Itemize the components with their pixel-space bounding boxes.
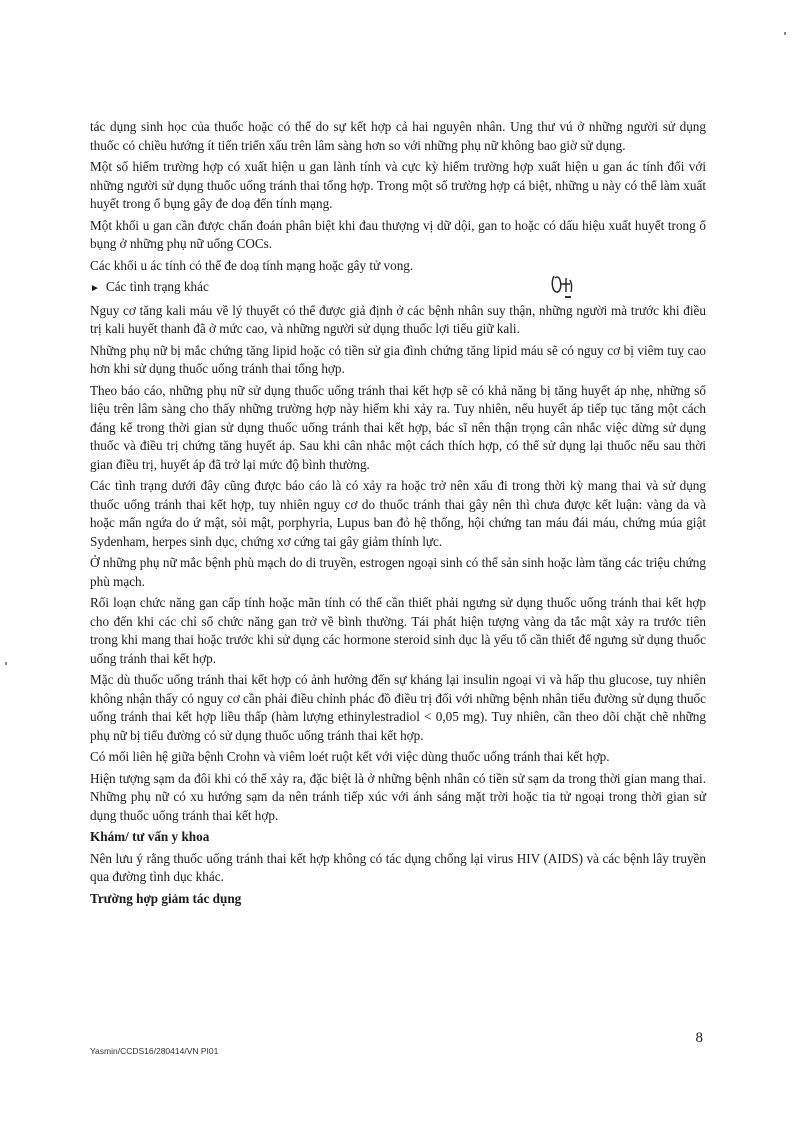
handwritten-initials-mark — [548, 272, 588, 306]
bullet-label: Các tình trạng khác — [105, 279, 209, 294]
paragraph: Hiện tượng sạm da đôi khi có thể xảy ra, đặc biệt là ở những bệnh nhân có tiền sử sạm da trong thời gian mang thai. Những phụ nữ có xu hướng sạm da nên tránh tiếp xúc với ánh sáng mặt trời hoặc tia tử ngoại trong thời gian sử dụng thuốc uống tránh thai kết hợp. — [90, 770, 706, 823]
paragraph: Các khối u ác tính có thể đe doạ tính mạng hoặc gây tử vong. — [90, 257, 414, 273]
scan-speck — [784, 32, 786, 35]
section-heading: Khám/ tư vấn y khoa — [90, 829, 210, 844]
paragraph: Có mối liên hệ giữa bệnh Crohn và viêm loét ruột kết với việc dùng thuốc uống tránh thai kết hợp. — [90, 749, 610, 764]
initials-scribble-icon — [548, 272, 578, 298]
section-heading: Trường hợp giảm tác dụng — [90, 890, 242, 906]
bullet-item — [90, 278, 706, 299]
paragraph: tác dụng sinh học của thuốc hoặc có thể do sự kết hợp cả hai nguyên nhân. Ung thư vú ở những người sử dụng thuốc có chiều hướng ít tiến triển xấu trên lâm sàng hơn so với những phụ nữ không bao giờ sử dụng. — [90, 119, 706, 153]
paragraph: Những phụ nữ bị mắc chứng tăng lipid hoặc có tiền sử gia đình chứng tăng lipid máu sẽ có nguy cơ bị viêm tuỵ cao hơn khi sử dụng thuốc uống tránh thai tổng hợp. — [90, 342, 706, 376]
paragraph: Ở những phụ nữ mắc bệnh phù mạch do di truyền, estrogen ngoại sinh có thể sản sinh hoặc làm tăng các triệu chứng phù mạch. — [90, 555, 706, 589]
page-number: 8 — [695, 1030, 703, 1046]
document-code: Yasmin/CCDS16/280414/VN PI01 — [90, 1046, 219, 1056]
paragraph: Theo báo cáo, những phụ nữ sử dụng thuốc uống tránh thai kết hợp sẽ có khả năng bị tăng huyết áp nhẹ, những số liệu trên lâm sàng cho thấy những trường hợp này hiếm khi xảy ra. Tuy nhiên, nếu huyết áp tiếp tục tăng một cách đáng kể trong thời gian sử dụng thuốc uống tránh thai kết hợp, bác sĩ nên thận trọng cân nhắc việc dừng sử dụng thuốc và điều trị chứng tăng huyết áp. Sau khi cân nhắc một cách thích hợp, có thể sử dụng lại thuốc nếu sau thời gian điều trị, huyết áp đã trở lại mức độ bình thường. — [90, 382, 706, 472]
initials-dash — [565, 296, 571, 298]
triangle-bullet-icon: ► — [90, 283, 100, 294]
paragraph: Nên lưu ý rằng thuốc uống tránh thai kết hợp không có tác dụng chống lại virus HIV (AIDS) và các bệnh lây truyền qua đường tình dục khác. — [90, 850, 706, 884]
paragraph: Rối loạn chức năng gan cấp tính hoặc mãn tính có thể cần thiết phải ngưng sử dụng thuốc uống tránh thai kết hợp cho đến khi các chỉ số chức năng gan trở về bình thường. Tái phát hiện tượng vàng da tắc mật xảy ra trước tiên trong khi mang thai hoặc trước khi sử dụng các hormone steroid sinh dục là yếu tố cần thiết để ngưng sử dụng thuốc uống tránh thai kết hợp. — [90, 595, 706, 666]
scan-speck — [5, 662, 7, 665]
paragraph: Một số hiếm trường hợp có xuất hiện u gan lành tính và cực kỳ hiếm trường hợp xuất hiện u gan ác tính đối với những người sử dụng thuốc uống tránh thai tổng hợp. Trong một số trường hợp cá biệt, những u này có thể làm xuất huyết trong ổ bụng gây đe doạ đến tính mạng. — [90, 159, 706, 211]
document-body — [90, 118, 706, 911]
paragraph: Mặc dù thuốc uống tránh thai kết hợp có ảnh hưởng đến sự kháng lại insulin ngoại vi và hấp thu glucose, tuy nhiên không nhận thấy có nguy cơ cần phải điều chỉnh phác đồ điều trị đối với những bệnh nhân tiểu đường sử dụng thuốc uống tránh thai kết hợp liều thấp (hàm lượng ethinylestradiol < 0,05 mg). Tuy nhiên, cần theo dõi chặt chẽ những phụ nữ bị tiểu đường có sử dụng thuốc uống tránh thai kết hợp. — [90, 672, 706, 743]
paragraph: Nguy cơ tăng kali máu về lý thuyết có thể được giả định ở các bệnh nhân suy thận, những người mà trước khi điều trị kali huyết thanh đã ở mức cao, và những người sử dụng thuốc lợi tiểu giữ kali. — [90, 302, 706, 336]
paragraph: Các tình trạng dưới đây cũng được báo cáo là có xảy ra hoặc trở nên xấu đi trong thời kỳ mang thai và sử dụng thuốc uống tránh thai kết hợp, tuy nhiên nguy cơ do thuốc tránh thai gây nên thì chưa được kết luận: vàng da và hoặc mẩn ngứa do ứ mật, sỏi mật, porphyria, Lupus ban đỏ hệ thống, hội chứng tan máu đái máu, chứng múa giật Sydenham, herpes sinh dục, chứng xơ cứng tai gây giảm thính lực. — [90, 478, 706, 549]
paragraph: Một khối u gan cần được chẩn đoán phân biệt khi đau thượng vị dữ dội, gan to hoặc có dấu hiệu xuất huyết trong ổ bụng ở những phụ nữ uống COCs. — [90, 217, 706, 251]
